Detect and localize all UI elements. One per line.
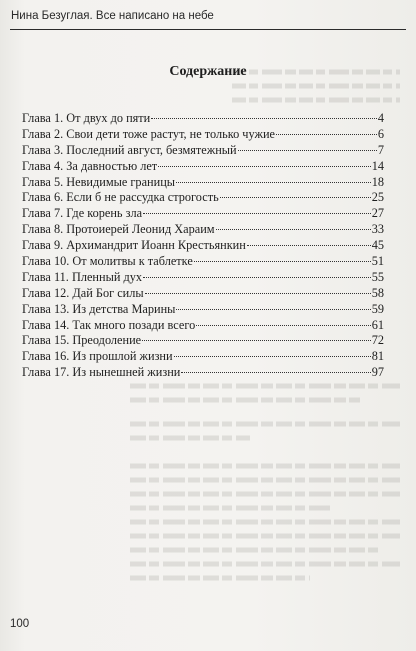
toc-entry xyxy=(22,318,384,334)
toc-list xyxy=(22,111,384,381)
toc-dot-leader xyxy=(247,245,371,246)
toc-dot-leader xyxy=(143,213,371,214)
toc-entry-label: Глава 9. Архимандрит Иоанн Крестьянкин xyxy=(22,238,246,253)
toc-dot-leader xyxy=(174,356,371,357)
toc-entry-page: 72 xyxy=(371,333,384,348)
toc-entry-label: Глава 8. Протоиерей Леонид Хараим xyxy=(22,222,215,237)
toc-entry-page: 61 xyxy=(371,317,384,332)
toc-entry xyxy=(22,143,384,159)
toc-dot-leader xyxy=(238,150,377,151)
toc-entry-label: Глава 17. Из нынешней жизни xyxy=(22,365,181,380)
toc-entry-label: Глава 12. Дай Бог силы xyxy=(22,285,144,300)
toc-entry-label: Глава 2. Свои дети тоже растут, не только чужие xyxy=(22,126,275,141)
toc-entry-page: 18 xyxy=(371,174,384,189)
toc-dot-leader xyxy=(142,340,371,341)
toc-entry-label: Глава 6. Если б не рассудка строгость xyxy=(22,190,219,205)
toc-entry-page: 25 xyxy=(371,190,384,205)
toc-entry xyxy=(22,286,384,302)
toc-entry xyxy=(22,206,384,222)
toc-entry-page: 14 xyxy=(371,158,384,173)
toc-dot-leader xyxy=(276,134,377,135)
toc-dot-leader xyxy=(196,325,370,326)
toc-dot-leader xyxy=(181,372,370,373)
toc-dot-leader xyxy=(145,293,371,294)
toc-entry-label: Глава 7. Где корень зла xyxy=(22,206,143,221)
toc-dot-leader xyxy=(194,261,371,262)
toc-entry xyxy=(22,349,384,365)
toc-entry-label: Глава 16. Из прошлой жизни xyxy=(22,349,173,364)
toc-entry-label: Глава 4. За давностью лет xyxy=(22,158,158,173)
toc-entry-page: 33 xyxy=(371,222,384,237)
toc-entry-label: Глава 5. Невидимые границы xyxy=(22,174,176,189)
toc-dot-leader xyxy=(220,197,371,198)
toc-entry-label: Глава 10. От молитвы к таблетке xyxy=(22,254,193,269)
header-rule xyxy=(10,29,406,30)
toc-entry xyxy=(22,190,384,206)
page-number: 100 xyxy=(10,618,30,630)
toc-dot-leader xyxy=(216,229,371,230)
toc-entry xyxy=(22,254,384,270)
toc-dot-leader xyxy=(176,309,370,310)
toc-entry-label: Глава 1. От двух до пяти xyxy=(22,111,151,125)
toc-entry xyxy=(22,238,384,254)
toc-entry xyxy=(22,333,384,349)
show-through-texture-bottom xyxy=(130,380,400,605)
toc-entry-page: 7 xyxy=(377,142,384,157)
toc-entry xyxy=(22,159,384,175)
toc-dot-leader xyxy=(143,277,371,278)
toc-entry-page: 97 xyxy=(371,365,384,380)
toc-entry-label: Глава 13. Из детства Марины xyxy=(22,301,176,316)
toc-entry xyxy=(22,302,384,318)
toc-entry xyxy=(22,222,384,238)
toc-dot-leader xyxy=(151,118,377,119)
toc-entry-page: 27 xyxy=(371,206,384,221)
toc-entry-page: 55 xyxy=(371,269,384,284)
toc-entry-label: Глава 11. Пленный дух xyxy=(22,269,143,284)
toc-entry-page: 4 xyxy=(377,111,384,125)
toc-title: Содержание xyxy=(169,64,247,79)
toc-entry xyxy=(22,365,384,381)
toc-entry-page: 58 xyxy=(371,285,384,300)
toc-dot-leader xyxy=(158,166,371,167)
toc-entry-page: 81 xyxy=(371,349,384,364)
toc-dot-leader xyxy=(176,182,371,183)
toc-entry-label: Глава 14. Так много позади всего xyxy=(22,317,196,332)
toc-entry xyxy=(22,270,384,286)
running-header: Нина Безуглая. Все написано на небе xyxy=(11,10,214,22)
toc-entry-label: Глава 15. Преодоление xyxy=(22,333,142,348)
toc-entry-page: 6 xyxy=(377,126,384,141)
toc-entry-label: Глава 3. Последний август, безмятежный xyxy=(22,142,237,157)
toc-entry-page: 51 xyxy=(371,254,384,269)
toc-entry xyxy=(22,111,384,127)
toc-entry-page: 59 xyxy=(371,301,384,316)
toc-entry-page: 45 xyxy=(371,238,384,253)
toc-entry xyxy=(22,175,384,191)
toc-entry xyxy=(22,127,384,143)
